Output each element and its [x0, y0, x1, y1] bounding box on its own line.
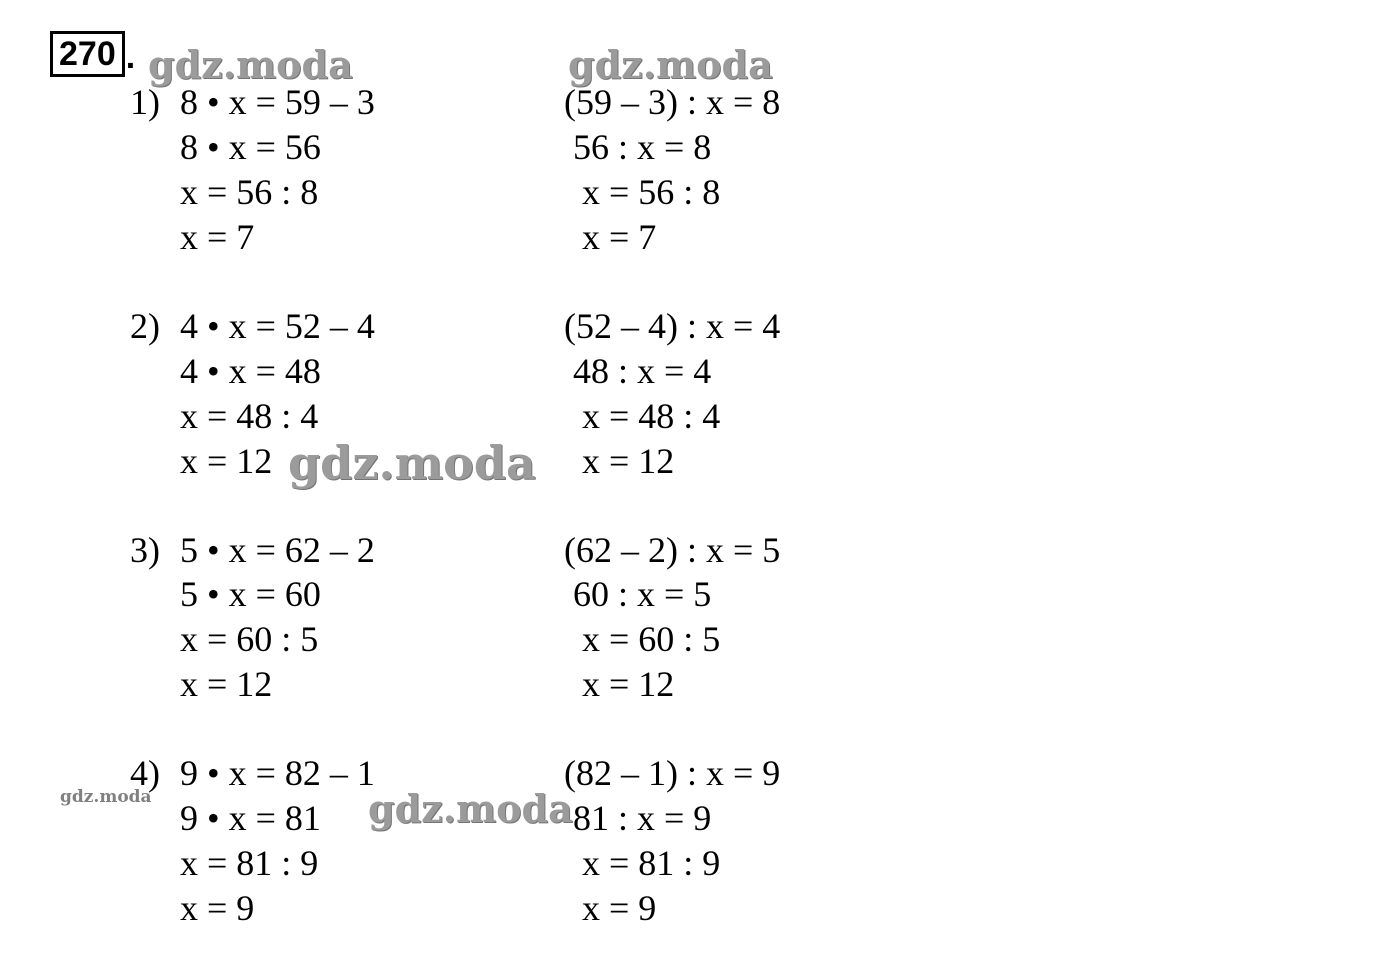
watermark-top-right: gdz.moda — [568, 42, 773, 87]
task-2-left-line-4: x = 12 — [180, 441, 273, 481]
task-4-left-line-1: 9 • x = 82 – 1 — [180, 753, 375, 793]
task-1-left-line-4: x = 7 — [180, 217, 255, 257]
task-1-left-line-1: 8 • x = 59 – 3 — [180, 82, 375, 122]
task-3-right-line-1: (62 – 2) : x = 5 — [564, 530, 781, 570]
task-1-right-line-3: x = 56 : 8 — [564, 172, 721, 212]
task-1-left-line-2: 8 • x = 56 — [180, 127, 321, 167]
task-1-label: 1) — [130, 82, 160, 122]
problem-number — [50, 33, 135, 77]
task-1-right-line-2: 56 : x = 8 — [564, 127, 712, 167]
task-3-label: 3) — [130, 530, 160, 570]
task-4-left-line-4: x = 9 — [180, 888, 255, 928]
problem-number-box: 270 — [50, 31, 125, 77]
watermark-center: gdz.moda — [288, 436, 536, 490]
task-4-right-line-1: (82 – 1) : x = 9 — [564, 753, 781, 793]
task-4-right-line-3: x = 81 : 9 — [564, 843, 721, 883]
task-3-left-line-2: 5 • x = 60 — [180, 574, 321, 614]
task-3-left-line-4: x = 12 — [180, 664, 273, 704]
watermark-top-left: gdz.moda — [148, 42, 353, 87]
task-3-left-line-3: x = 60 : 5 — [180, 619, 319, 659]
task-4-label: 4) — [130, 753, 160, 793]
task-1-right-line-4: x = 7 — [564, 217, 657, 257]
task-2-right-line-1: (52 – 4) : x = 4 — [564, 306, 781, 346]
task-1-right-line-1: (59 – 3) : x = 8 — [564, 82, 781, 122]
task-3-left-line-1: 5 • x = 62 – 2 — [180, 530, 375, 570]
task-4-right-line-2: 81 : x = 9 — [564, 798, 712, 838]
watermark-bottom-center: gdz.moda — [368, 786, 573, 831]
task-2-right-line-2: 48 : x = 4 — [564, 351, 712, 391]
task-2-left-line-3: x = 48 : 4 — [180, 396, 319, 436]
task-2-left-line-1: 4 • x = 52 – 4 — [180, 306, 375, 346]
task-3-right-line-3: x = 60 : 5 — [564, 619, 721, 659]
problem-number-dot: . — [125, 38, 136, 76]
task-1-left-line-3: x = 56 : 8 — [180, 172, 319, 212]
task-2-label: 2) — [130, 306, 160, 346]
task-2-right-line-3: x = 48 : 4 — [564, 396, 721, 436]
task-2-left-line-2: 4 • x = 48 — [180, 351, 321, 391]
task-2-right-line-4: x = 12 — [564, 441, 675, 481]
task-3-right-line-4: x = 12 — [564, 664, 675, 704]
task-4-left-line-3: x = 81 : 9 — [180, 843, 319, 883]
task-4-right-line-4: x = 9 — [564, 888, 657, 928]
watermark-bottom-left: gdz.moda — [60, 787, 152, 807]
task-4-left-line-2: 9 • x = 81 — [180, 798, 321, 838]
task-3-right-line-2: 60 : x = 5 — [564, 574, 712, 614]
